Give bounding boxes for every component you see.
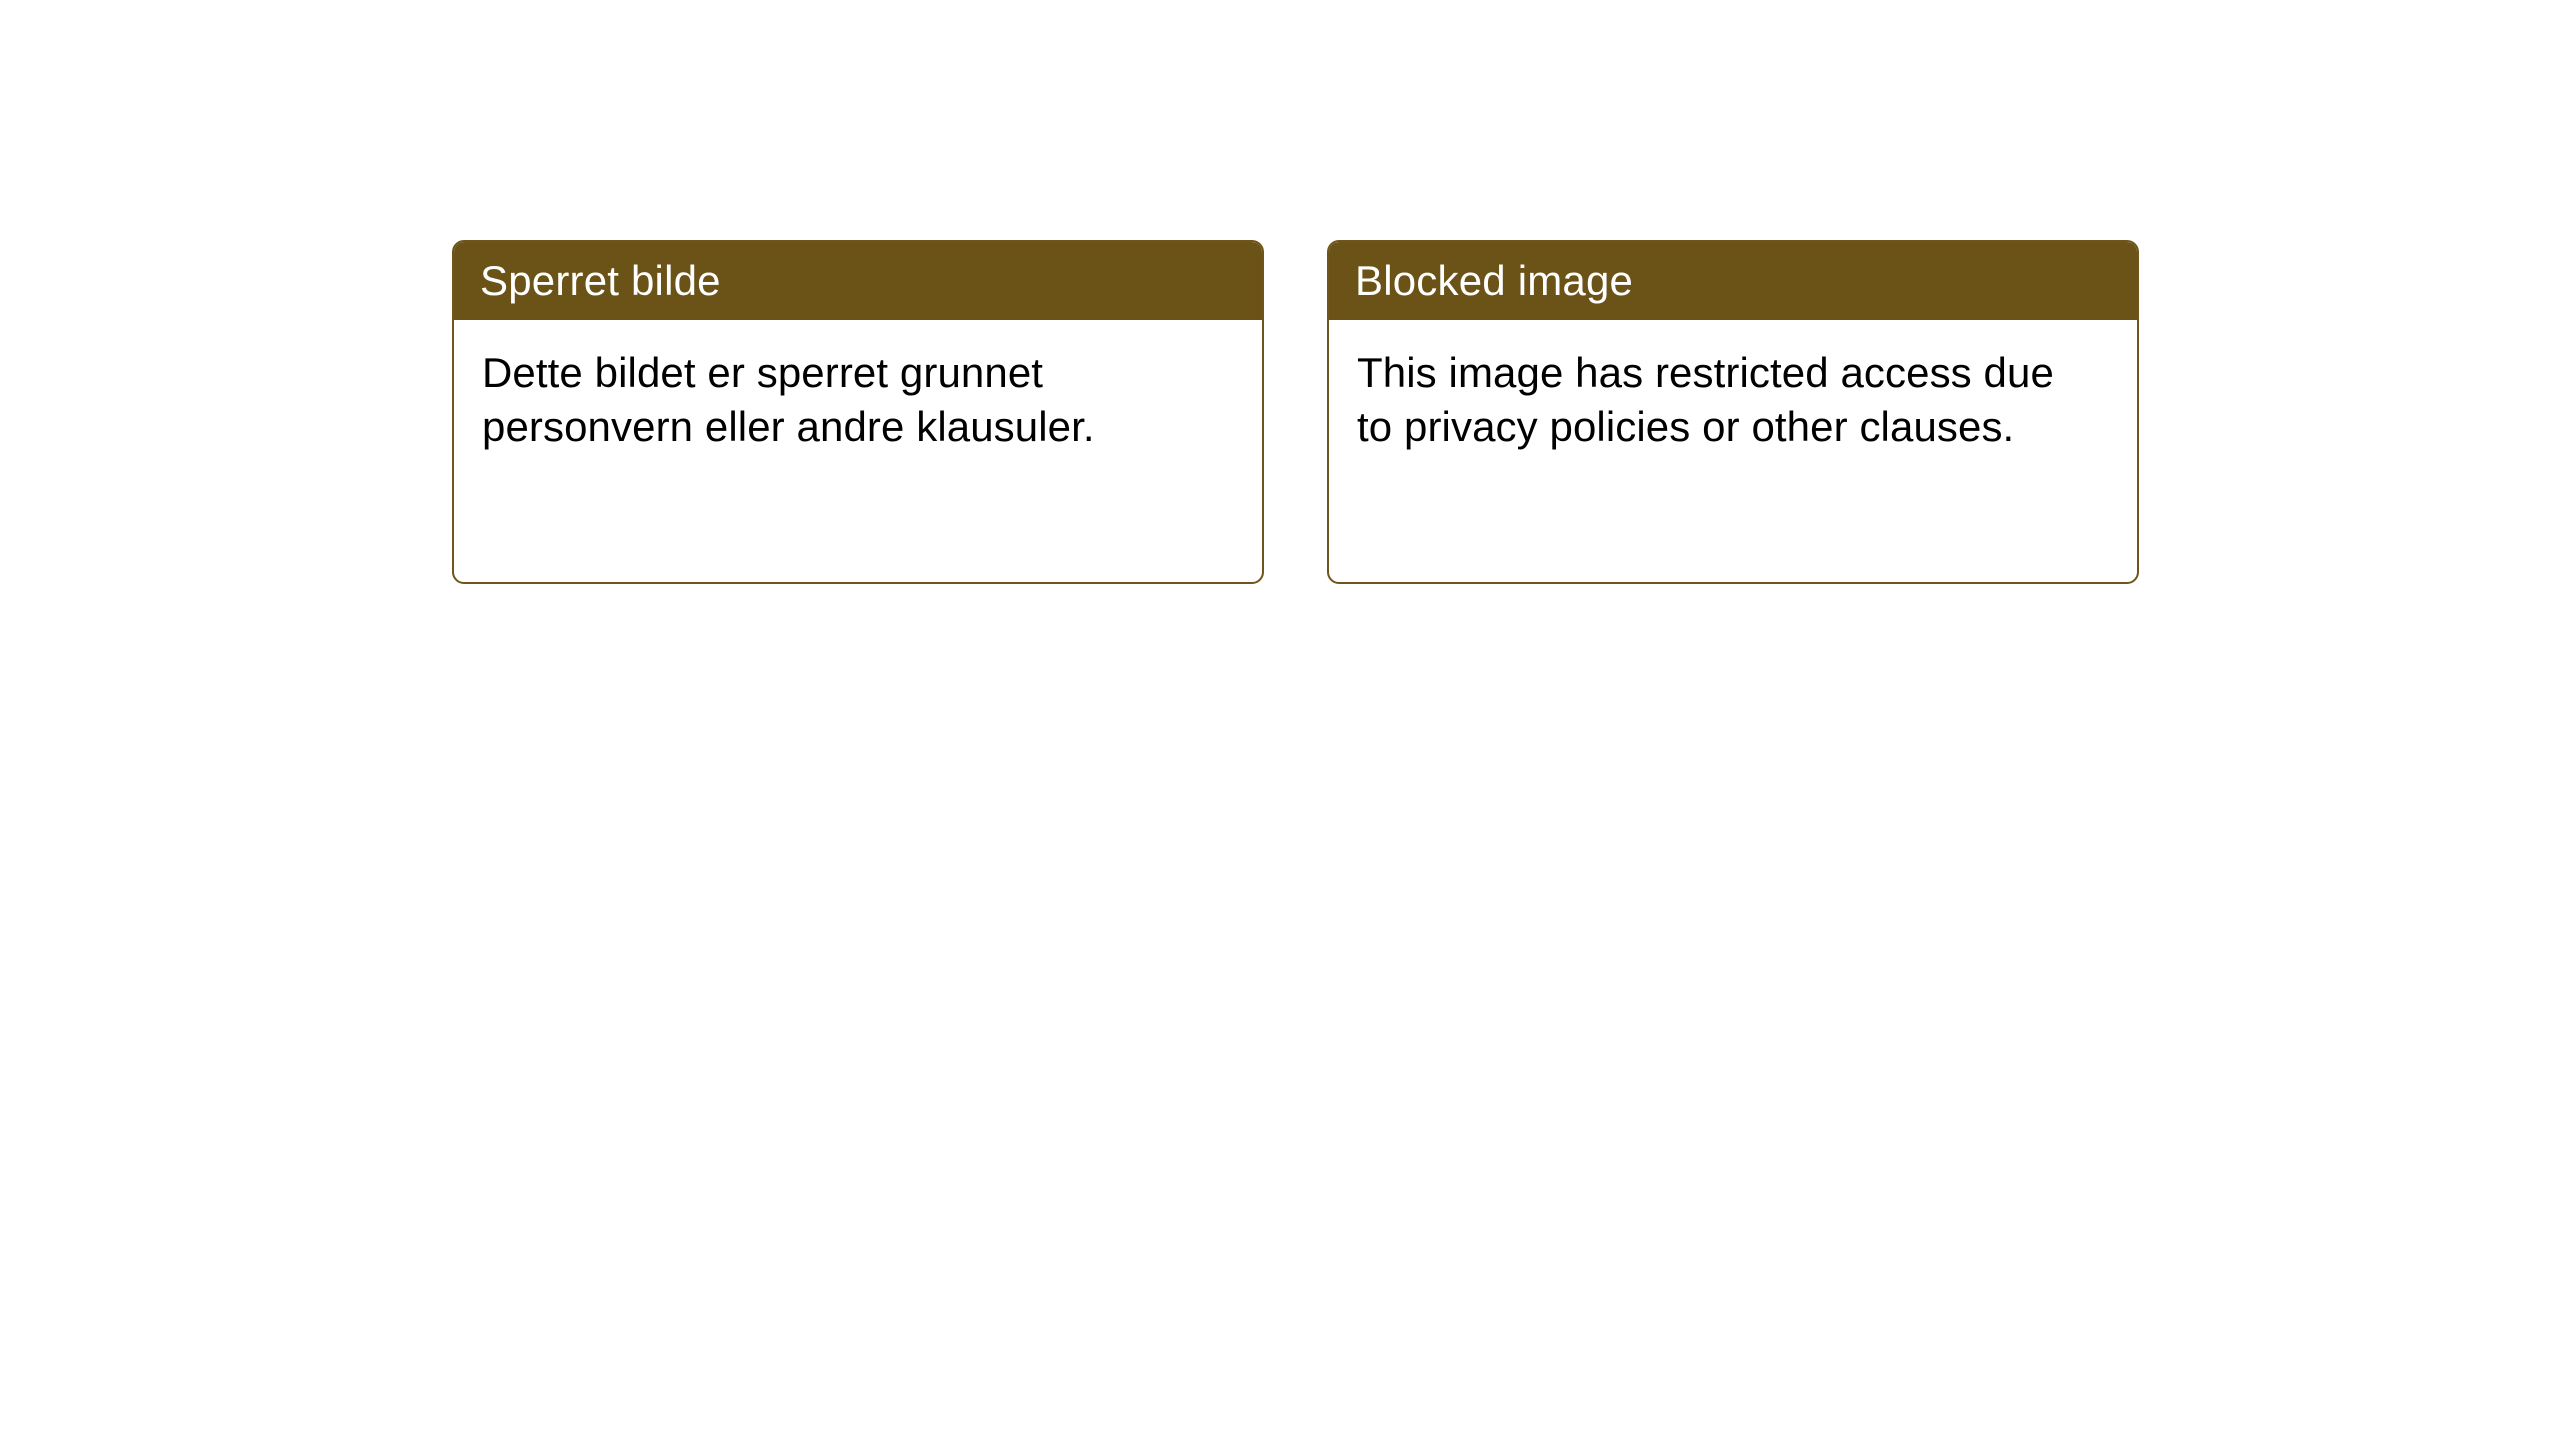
notice-title-no: Sperret bilde [454,242,1262,320]
notice-body-en [1329,320,2137,454]
blocked-image-notice-group [452,240,2139,584]
blocked-image-notice-en [1327,240,2139,584]
blocked-image-notice-no [452,240,1264,584]
notice-body-text-en: This image has restricted access due to privacy policies or other clauses. [1357,349,2054,450]
notice-body-text-no: Dette bildet er sperret grunnet personvern eller andre klausuler. [482,349,1095,450]
notice-body-no [454,320,1262,454]
notice-title-en: Blocked image [1329,242,2137,320]
